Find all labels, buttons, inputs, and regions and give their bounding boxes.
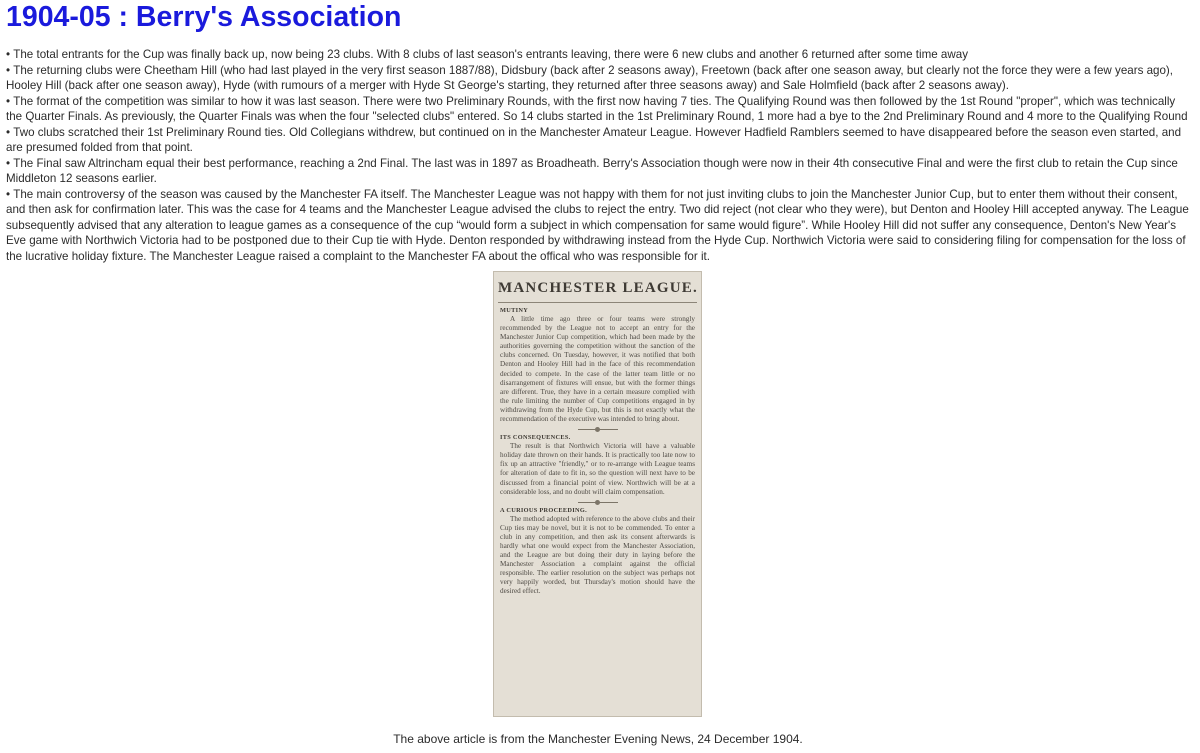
clipping-section (494, 434, 701, 503)
newspaper-clipping-image (493, 271, 702, 717)
clipping-heading: MUTINY (500, 307, 529, 314)
clipping-heading: A CURIOUS PROCEEDING. (500, 506, 587, 514)
clipping-paragraph: The result is that Northwich Victoria will have a valuable holiday date thrown on their hands. It is practically too late now to fix up an attractive "friendly," or to re-arrange with League teams for alteration of date to fit in, so the question will next have to be discussed from a financial point of view. Northwich will be at a considerable loss, and no doubt will claim compensation. (500, 442, 695, 496)
clipping-paragraph: A little time ago three or four teams were strongly recommended by the League not to accept an entry for the Manchester Junior Cup competition, which had been made by the authorities governing the competition without the sanction of the clubs concerned. On Tuesday, however, it was notified that both Denton and Hooley Hill had in the face of this recommendation decided to compete. In the case of the latter team little or no disarrangement of fixtures will ensue, but with the former things are different. True, they have in a certain measure complied with the rule limiting the number of Cup competitions engaged in by withdrawing from the Hyde Cup, but this is not exactly what the recommendation of the executive was intended to bring about. (500, 315, 695, 424)
clipping-section (494, 507, 701, 597)
clipping-divider (578, 502, 618, 503)
bullet-item: • The main controversy of the season was caused by the Manchester FA itself. The Manchester League was not happy with them for not just inviting clubs to join the Manchester Junior Cup, but to enter them without their consent, and then ask for confirmation later. This was the case for 4 teams and the Manchester League advised the clubs to reject the entry. Two did reject (not clear who they were), but Denton and Hooley Hill accepted anyway. The League subsequently advised that any alteration to league games as a consequence of the cup “would form a subject in which compensation for same would figure”. While Hooley Hill did not suffer any consequence, Denton's New Year's Eve game with Northwich Victoria had to be postponed due to their Cup tie with Hyde. Denton responded by withdrawing instead from the Hyde Cup. Northwich Victoria were said to considering filing for compensation for the loss of the lucrative holiday fixture. The Manchester League raised a complaint to the Manchester FA about the offical who was responsible for it. (6, 187, 1194, 265)
clipping-masthead: MANCHESTER LEAGUE. (498, 278, 697, 303)
bullet-list (6, 47, 1194, 264)
page-title: 1904-05 : Berry's Association (6, 1, 402, 33)
bullet-item: • The returning clubs were Cheetham Hill (who had last played in the very first season 1887/88), Didsbury (back after 2 seasons away), Freetown (back after one season away, but clearly not the force they were a few years ago), Hooley Hill (back after one season away), Hyde (with rumours of a merger with Hyde St George's starting, they returned after three seasons away) and Sale Holmfield (back after 2 seasons away). (6, 63, 1194, 94)
bullet-item: • The format of the competition was similar to how it was last season. There were two Preliminary Rounds, with the first now having 7 ties. The Qualifying Round was then followed by the 1st Round "proper", which was technically the Quarter Finals. As previously, the Quarter Finals was when the four "selected clubs" entered. So 14 clubs started in the 1st Preliminary Round, 1 more had a bye to the 2nd Preliminary Round and 4 more to the Qualifying Round (6, 94, 1194, 125)
bullet-item: • The total entrants for the Cup was finally back up, now being 23 clubs. With 8 clubs of last season's entrants leaving, there were 6 new clubs and another 6 returned after some time away (6, 47, 1194, 63)
bullet-item: • Two clubs scratched their 1st Preliminary Round ties. Old Collegians withdrew, but continued on in the Manchester Amateur League. However Hadfield Ramblers seemed to have disappeared before the season even started, and are presumed folded from that point. (6, 125, 1194, 156)
clipping-heading: ITS CONSEQUENCES. (500, 434, 571, 442)
clipping-divider (578, 429, 618, 430)
clipping-paragraph: The method adopted with reference to the above clubs and their Cup ties may be novel, but it is not to be commended. To enter a club in any competition, and then ask its consent afterwards is hardly what one would expect from the Manchester Association, and the League are but doing their duty in laying before the Manchester Association a complaint against the official responsible. The earlier resolution on the subject was perhaps not very happily worded, but Thursday's motion should have the desired effect. (500, 514, 695, 596)
clipping-section (494, 307, 701, 430)
image-caption: The above article is from the Manchester Evening News, 24 December 1904. (393, 732, 803, 746)
bullet-item: • The Final saw Altrincham equal their best performance, reaching a 2nd Final. The last was in 1897 as Broadheath. Berry's Association though were now in their 4th consecutive Final and were the first club to retain the Cup since Middleton 12 seasons earlier. (6, 156, 1194, 187)
